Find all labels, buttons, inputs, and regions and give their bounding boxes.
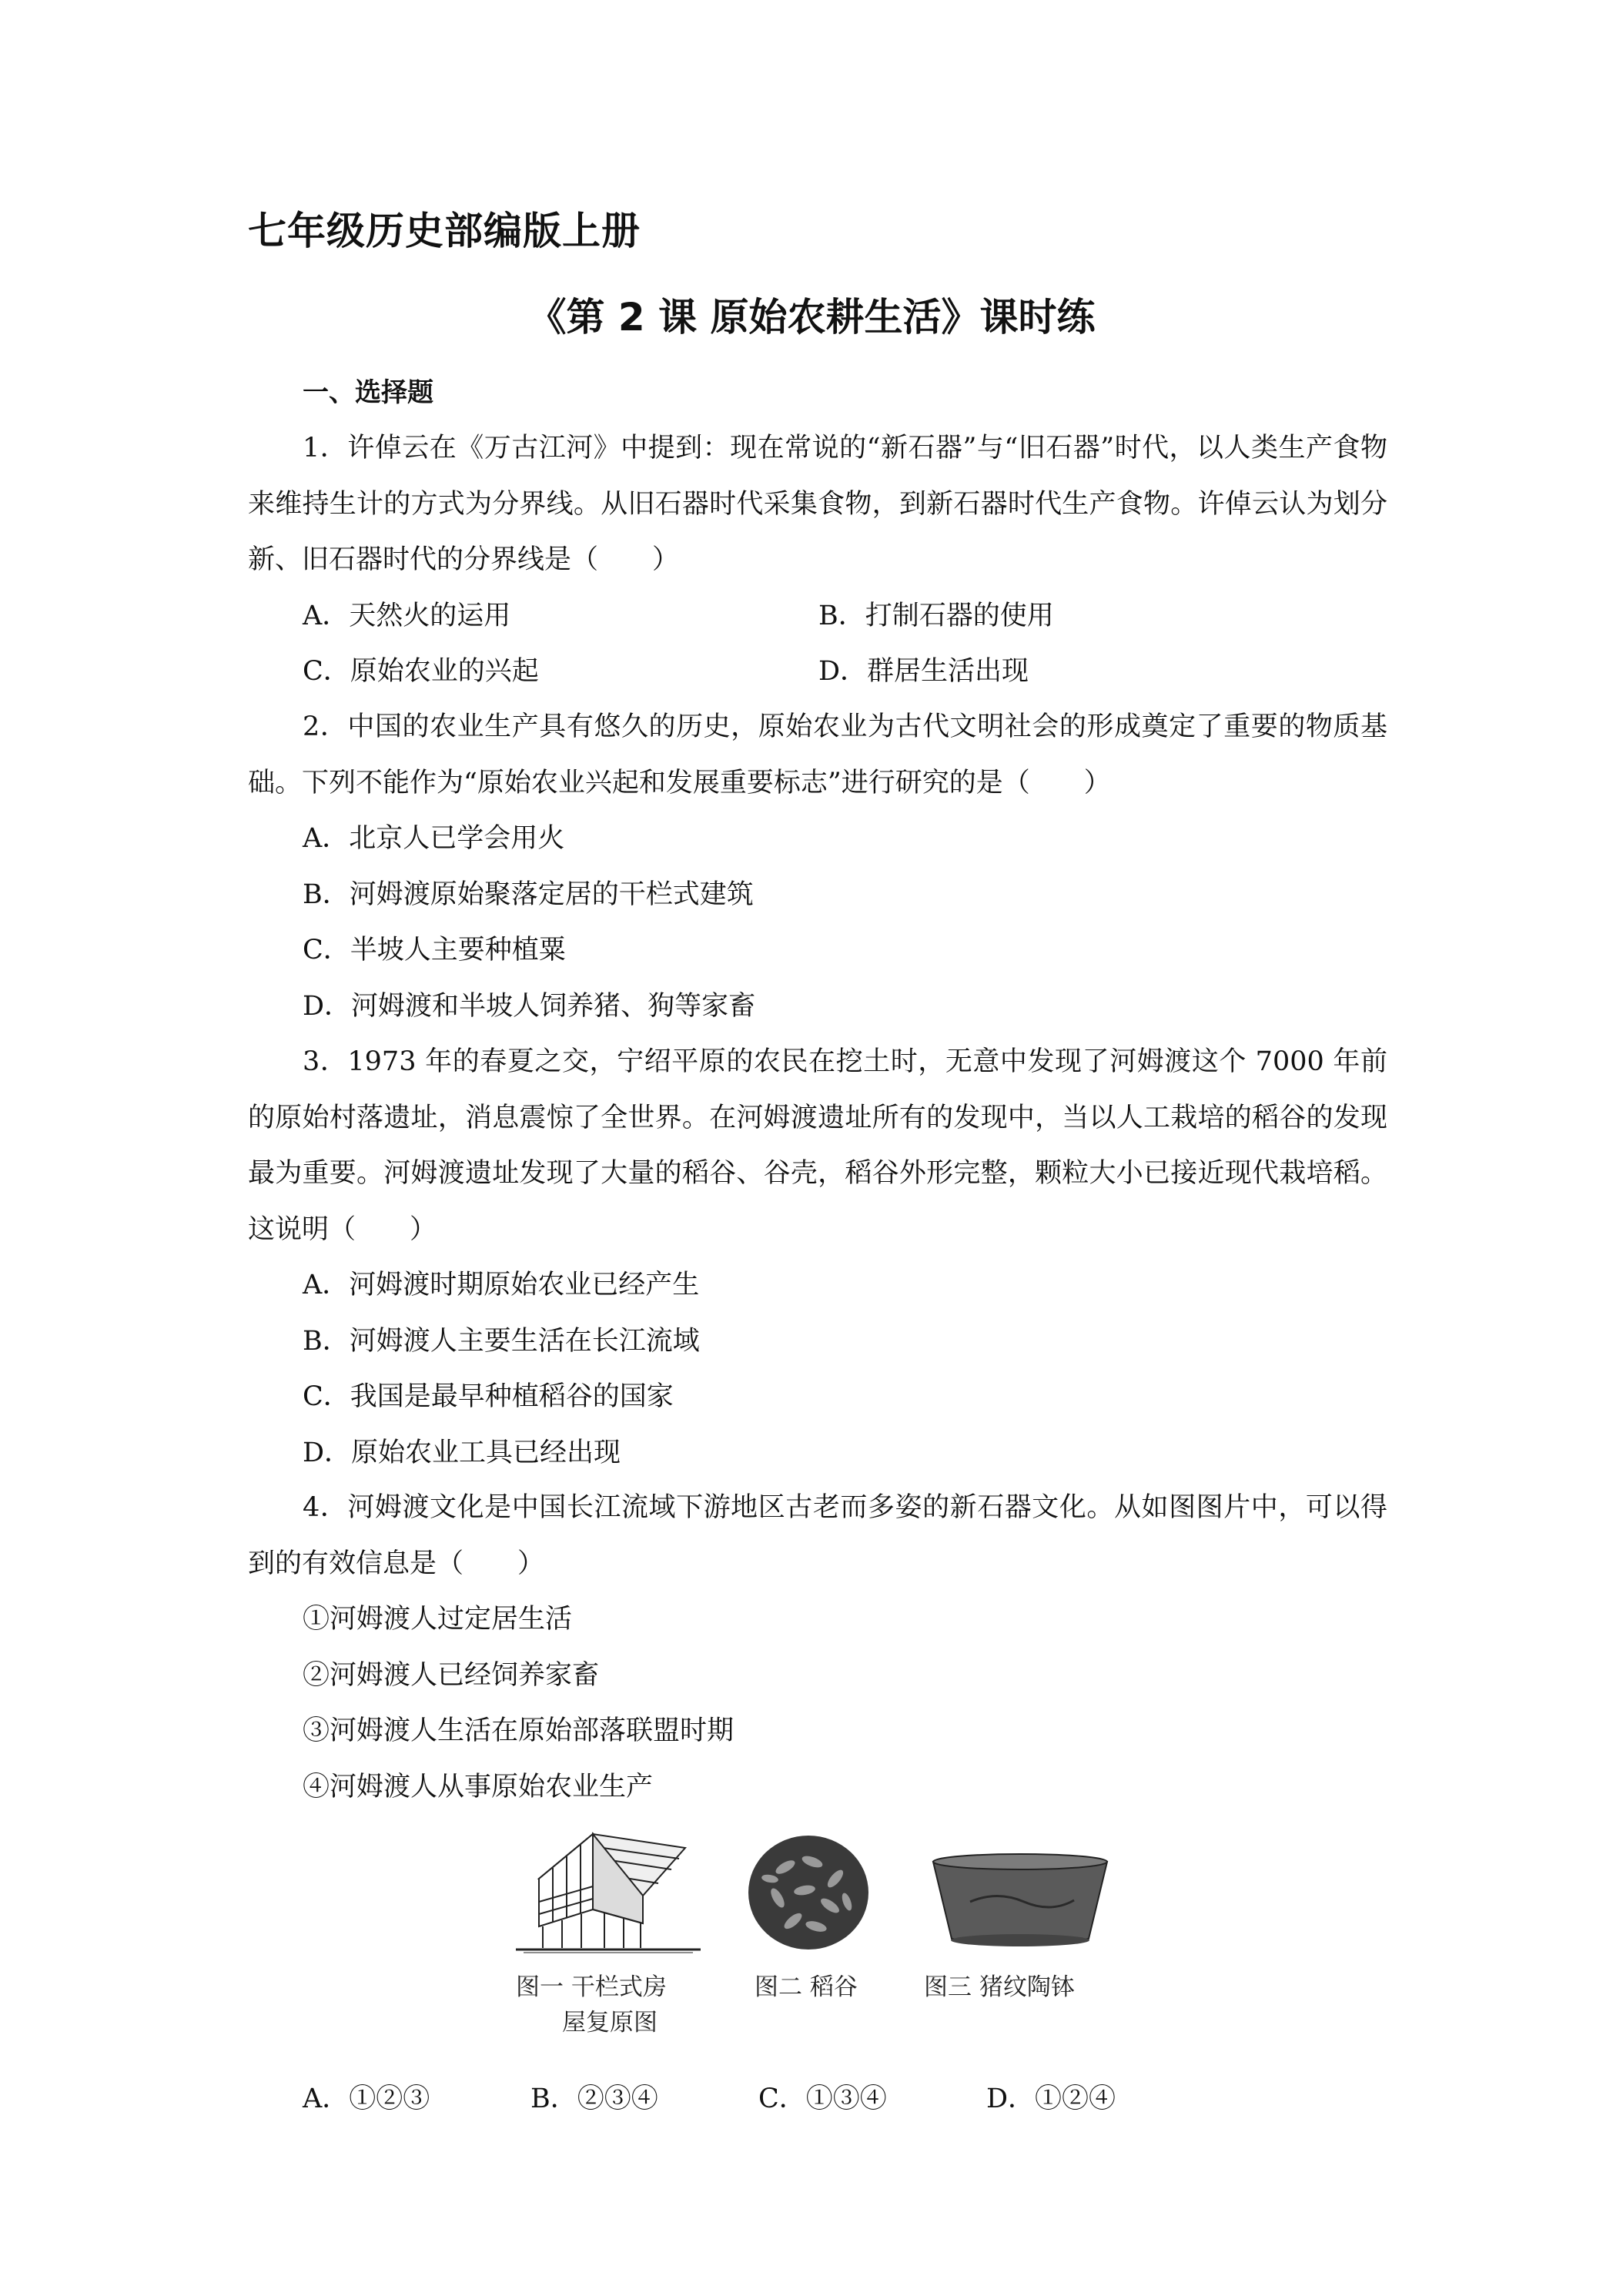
question-stem: 2．中国的农业生产具有悠久的历史，原始农业为古代文明社会的形成奠定了重要的物质基础。下列不能作为“原始农业兴起和发展重要标志”进行研究的是（ ） <box>248 711 1387 798</box>
figure-1-caption-line2: 屋复原图 <box>562 2009 658 2037</box>
option-c: C．半坡人主要种植粟 <box>303 935 566 966</box>
option-d: D．河姆渡和半坡人饲养猪、狗等家畜 <box>303 990 756 1022</box>
option-c: C．我国是最早种植稻谷的国家 <box>303 1381 674 1412</box>
figure-2-caption: 图二 稻谷 <box>755 1973 858 2001</box>
option-b: B．河姆渡人主要生活在长江流域 <box>303 1325 700 1357</box>
option-a: A．北京人已学会用火 <box>303 823 565 854</box>
option-d: D．①②④ <box>986 2083 1116 2114</box>
option-b: B．河姆渡原始聚落定居的干栏式建筑 <box>303 879 754 910</box>
option-c: C．①③④ <box>758 2083 887 2114</box>
statement-1: ①河姆渡人过定居生活 <box>303 1604 573 1635</box>
rice-grains-image <box>739 1832 878 1956</box>
question-stem: 3．1973 年的春夏之交，宁绍平原的农民在挖土时，无意中发现了河姆渡这个 7000 年前的原始村落遗址，消息震惊了全世界。在河姆渡遗址所有的发现中，当以人工栽培的稻谷的发现最为重要。河姆渡遗址发现了大量的稻谷、谷壳，稻谷外形完整，颗粒大小已接近现代栽培稻。这说明（ ） <box>248 1046 1387 1245</box>
question-3 <box>248 1034 1387 1481</box>
grade-title: 七年级历史部编版上册 <box>248 209 641 253</box>
question-stem: 4．河姆渡文化是中国长江流域下游地区古老而多姿的新石器文化。从如图图片中，可以得到的有效信息是（ ） <box>248 1492 1387 1579</box>
question-1 <box>248 420 1387 700</box>
lesson-title: 《第 2 课 原始农耕生活》课时练 <box>527 295 1096 340</box>
question-4-options <box>248 2071 1387 2127</box>
option-a: A．①②③ <box>303 2083 430 2114</box>
option-row <box>248 644 1387 700</box>
pottery-bowl-image <box>924 1848 1116 1956</box>
question-2 <box>248 699 1387 1034</box>
option-d: D．原始农业工具已经出现 <box>303 1437 621 1468</box>
question-4 <box>248 1480 1387 1815</box>
option-c: C．原始农业的兴起 <box>303 656 539 687</box>
question-4-figures <box>508 1825 1139 2056</box>
statement-3: ③河姆渡人生活在原始部落联盟时期 <box>303 1715 735 1746</box>
stilt-house-image <box>508 1825 708 1956</box>
option-row <box>248 2071 1387 2127</box>
option-b: B．②③④ <box>530 2083 658 2114</box>
figure-3-caption: 图三 猪纹陶钵 <box>924 1973 1075 2001</box>
option-a: A．天然火的运用 <box>303 600 511 631</box>
figure-1-caption-line1: 图一 干栏式房 <box>516 1973 667 2001</box>
option-a: A．河姆渡时期原始农业已经产生 <box>303 1270 700 1300</box>
option-b: B．打制石器的使用 <box>818 600 1054 631</box>
section-heading: 一、选择题 <box>303 377 433 408</box>
option-row <box>248 588 1387 644</box>
option-d: D．群居生活出现 <box>818 656 1029 687</box>
statement-2: ②河姆渡人已经饲养家畜 <box>303 1659 600 1691</box>
statement-4: ④河姆渡人从事原始农业生产 <box>303 1771 654 1802</box>
question-stem: 1．许倬云在《万古江河》中提到：现在常说的“新石器”与“旧石器”时代，以人类生产食物来维持生计的方式为分界线。从旧石器时代采集食物，到新石器时代生产食物。许倬云认为划分新、旧石器时代的分界线是（ ） <box>248 433 1387 575</box>
